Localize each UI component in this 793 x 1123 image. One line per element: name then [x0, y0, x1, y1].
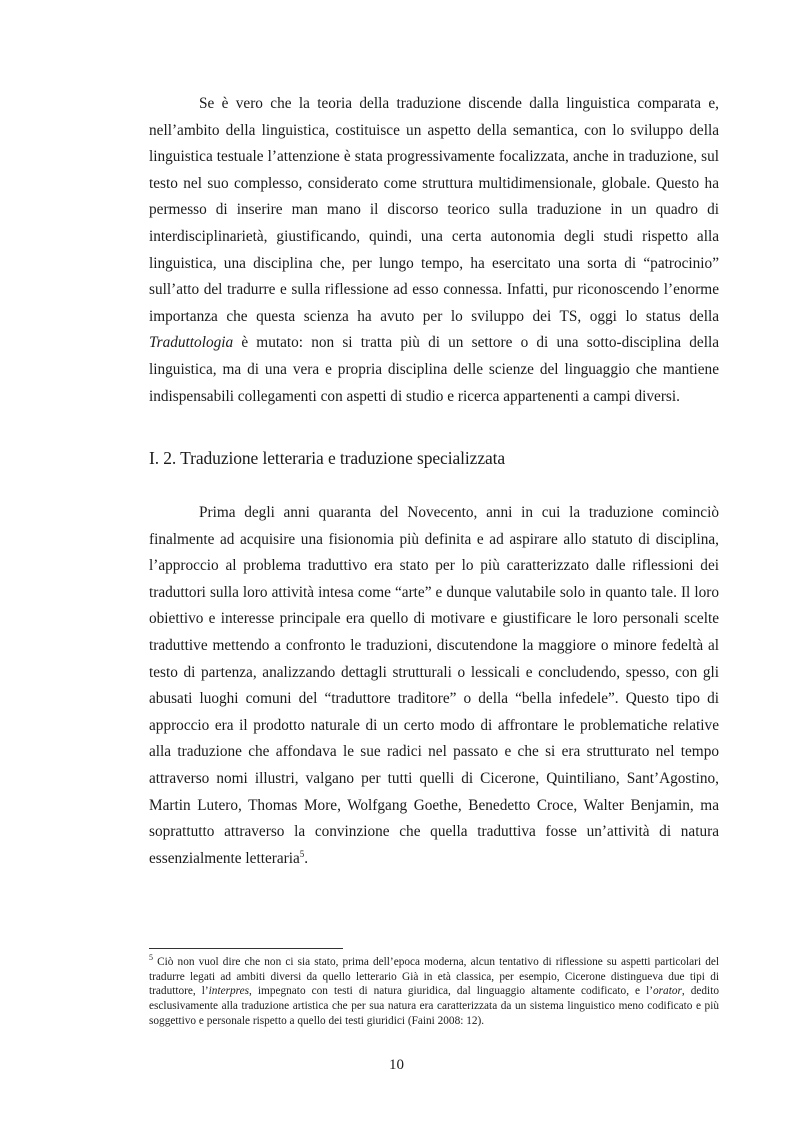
italic-term: Traduttologia — [149, 334, 234, 352]
paragraph-text: è mutato: non si tratta più di un settore o di una sotto-disciplina della linguistica, ma di una vera e propria disciplina delle scienze del linguaggio che mantiene indispensabili collegamenti con aspetti di studio e ricerca appartenenti a campi diversi. — [149, 334, 719, 405]
footnote-text: Ciò non vuol dire che non ci sia stato, prima dell’epoca moderna, alcun tentativo di riflessione su aspetti particolari del tradurre legati ad ambiti diversi da quello letterario Già in età classica, per esempio, Cicerone distingueva due tipi di traduttore, l’ — [149, 956, 719, 998]
paragraph-text: Prima degli anni quaranta del Novecento, anni in cui la traduzione cominciò finalmente ad acquisire una fisionomia più definita e ad aspirare allo statuto di disciplina, l’approccio al problema traduttivo era stato per lo più caratterizzato dalle riflessioni dei traduttori sulla loro attività intesa come “arte” e dunque valutabile solo in quanto tale. Il loro obiettivo e interesse principale era quello di motivare e giustificare le loro personali scelte traduttive mettendo a confronto le traduzioni, discutendone la maggiore o minore fedeltà al testo di partenza, analizzando dettagli strutturali o lessicali e concludendo, spesso, con gli abusati luoghi comuni del “traduttore traditore” o della “bella infedele”. Questo tipo di approccio era il prodotto naturale di un certo modo di affrontare le problematiche relative alla traduzione che affondava le sue radici nel passato e che si era strutturato nel tempo attraverso nomi illustri, valgano per tutti quelli di Cicerone, Quintiliano, Sant’Agostino, Martin Lutero, Thomas More, Wolfgang Goethe, Benedetto Croce, Walter Benjamin, ma soprattutto attraverso la convinzione che quella traduttiva fosse un’attività di natura essenzialmente letteraria — [149, 504, 719, 867]
footnote-text: , impegnato con testi di natura giuridica, dal linguaggio altamente codificato, e l’ — [249, 985, 653, 998]
footnote — [149, 955, 719, 1029]
footnote-reference[interactable]: 5 — [299, 848, 305, 859]
body-paragraph-2 — [149, 500, 719, 872]
footnote-italic-term: interpres — [208, 985, 250, 998]
paragraph-text: Se è vero che la teoria della traduzione discende dalla linguistica comparata e, nell’ambito della linguistica, costituisce un aspetto della semantica, con lo sviluppo della linguistica testuale l’attenzione è stata progressivamente focalizzata, anche in traduzione, sul testo nel suo complesso, considerato come struttura multidimensionale, globale. Questo ha permesso di inserire man mano il discorso teorico sulla traduzione in un quadro di interdisciplinarietà, giustificando, quindi, una certa autonomia degli studi rispetto alla linguistica, una disciplina che, per lungo tempo, ha esercitato una sorta di “patrocinio” sull’atto del tradurre e sulla riflessione ad esso connessa. Infatti, pur riconoscendo l’enorme importanza che questa scienza ha avuto per lo sviluppo dei TS, oggi lo status della — [149, 95, 719, 325]
footnote-text: , dedito esclusivamente alla traduzione artistica che per sua natura era caratterizzata da un sistema linguistico meno codificato e più soggettivo e personale rispetto a quello dei testi giuridici (Faini 2008: 12). — [149, 985, 719, 1027]
footnote-separator — [149, 948, 343, 949]
footnote-italic-term: orator — [653, 985, 682, 998]
page-number: 10 — [389, 1057, 404, 1073]
footnote-marker: 5 — [149, 953, 153, 963]
paragraph-end: . — [304, 849, 309, 867]
body-paragraph-1 — [149, 91, 719, 410]
section-heading: I. 2. Traduzione letteraria e traduzione specializzata — [149, 448, 506, 468]
